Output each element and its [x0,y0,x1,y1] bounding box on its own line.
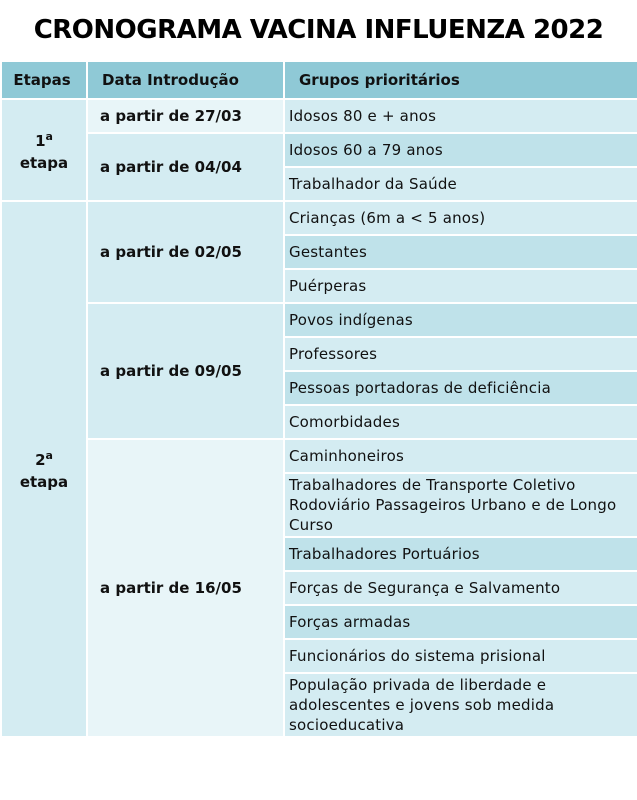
date-cell: a partir de 04/04 [87,133,284,201]
etapa-2-superscript: a [45,449,53,462]
date-cell: a partir de 09/05 [87,303,284,439]
page-title: CRONOGRAMA VACINA INFLUENZA 2022 [33,15,604,45]
header-grupos-prioritarios: Grupos prioritários [284,61,637,99]
group-cell: Forças armadas [284,605,637,639]
group-cell: Trabalhadores Portuários [284,537,637,571]
table-row [1,439,637,473]
group-cell: Idosos 60 a 79 anos [284,133,637,167]
group-cell: Forças de Segurança e Salvamento [284,571,637,605]
group-cell: Povos indígenas [284,303,637,337]
etapa-2-cell [1,201,87,737]
group-cell: Crianças (6m a < 5 anos) [284,201,637,235]
etapa-2-number: 2 [35,451,46,469]
table-row [1,303,637,337]
date-cell: a partir de 16/05 [87,439,284,737]
table-header-row [1,61,637,99]
group-cell: Trabalhadores de Transporte Coletivo Rodoviário Passageiros Urbano e de Longo Curso [284,473,637,537]
group-cell: Professores [284,337,637,371]
etapa-1-number: 1 [35,132,46,150]
schedule-table [0,60,637,738]
table-row [1,99,637,133]
group-cell: Idosos 80 e + anos [284,99,637,133]
etapa-1-superscript: a [45,130,53,143]
etapa-1-label: etapa [19,154,69,172]
group-cell: Trabalhador da Saúde [284,167,637,201]
group-cell: Pessoas portadoras de deficiência [284,371,637,405]
etapa-1-cell [1,99,87,201]
group-cell: Caminhoneiros [284,439,637,473]
table-row [1,133,637,167]
date-cell: a partir de 02/05 [87,201,284,303]
etapa-2-label: etapa [19,473,69,491]
group-cell: Comorbidades [284,405,637,439]
table-row [1,201,637,235]
date-cell: a partir de 27/03 [87,99,284,133]
group-cell: Gestantes [284,235,637,269]
header-etapas: Etapas [1,61,87,99]
group-cell: Puérperas [284,269,637,303]
group-cell: Funcionários do sistema prisional [284,639,637,673]
header-data-introducao: Data Introdução [87,61,284,99]
group-cell: População privada de liberdade e adolescentes e jovens sob medida socioeducativa [284,673,637,737]
